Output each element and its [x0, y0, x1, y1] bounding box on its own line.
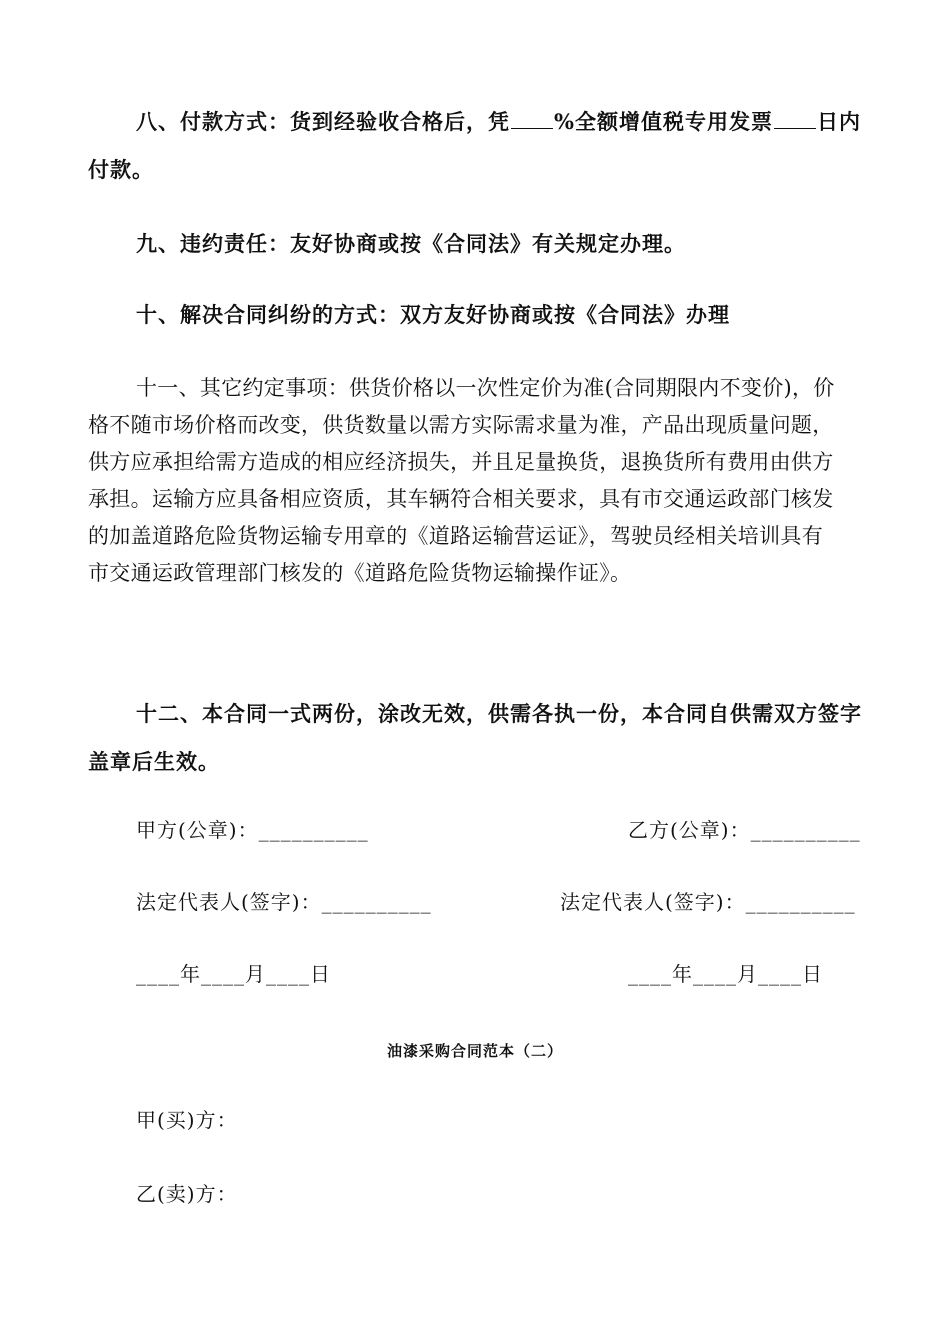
seller-label: 乙(卖)方： — [136, 1182, 238, 1206]
clause-10: 十、解决合同纠纷的方式：双方友好协商或按《合同法》办理 — [136, 302, 730, 327]
party-a-representative: 法定代表人(签字)：__________ — [136, 890, 432, 914]
clause-8 — [88, 104, 874, 188]
clause-11-line: 承担。运输方应具备相应资质，其车辆符合相关要求，具有市交通运政部门核发 — [88, 487, 834, 511]
clause-12-line: 盖章后生效。 — [88, 749, 220, 774]
party-b-date: ____年____月____日 — [628, 962, 823, 986]
clause-9: 九、违约责任：友好协商或按《合同法》有关规定办理。 — [136, 231, 686, 256]
clause-8-mid: %全额增值税专用发票 — [554, 109, 773, 134]
party-a-seal: 甲方(公章)：__________ — [136, 818, 369, 842]
clause-11-line: 格不随市场价格而改变，供货数量以需方实际需求量为准，产品出现质量问题， — [88, 413, 834, 437]
party-a-date: ____年____月____日 — [136, 962, 331, 986]
section-2-title: 油漆采购合同范本（二） — [386, 1042, 563, 1060]
party-b-seal: 乙方(公章)：__________ — [628, 818, 861, 842]
days-blank — [774, 108, 816, 129]
buyer-label: 甲(买)方： — [136, 1108, 238, 1132]
clause-11-line: 供方应承担给需方造成的相应经济损失，并且足量换货，退换货所有费用由供方 — [88, 450, 834, 474]
clause-11-line: 十一、其它约定事项：供货价格以一次性定价为准(合同期限内不变价)，价 — [136, 376, 835, 400]
clause-12-line: 十二、本合同一式两份，涂改无效，供需各执一份，本合同自供需双方签字 — [136, 701, 862, 726]
clause-11-line: 的加盖道路危险货物运输专用章的《道路运输营运证》，驾驶员经相关培训具有 — [88, 524, 823, 548]
clause-11-line: 市交通运政管理部门核发的《道路危险货物运输操作证》。 — [88, 561, 632, 585]
percent-blank — [511, 108, 553, 129]
party-b-representative: 法定代表人(签字)：__________ — [560, 890, 856, 914]
clause-8-suffix: 日内 — [816, 109, 861, 134]
clause-12 — [88, 690, 874, 786]
clause-11 — [88, 370, 874, 592]
clause-8-line2: 付款。 — [88, 157, 154, 182]
clause-8-prefix: 八、付款方式：货到经验收合格后，凭 — [136, 109, 510, 134]
